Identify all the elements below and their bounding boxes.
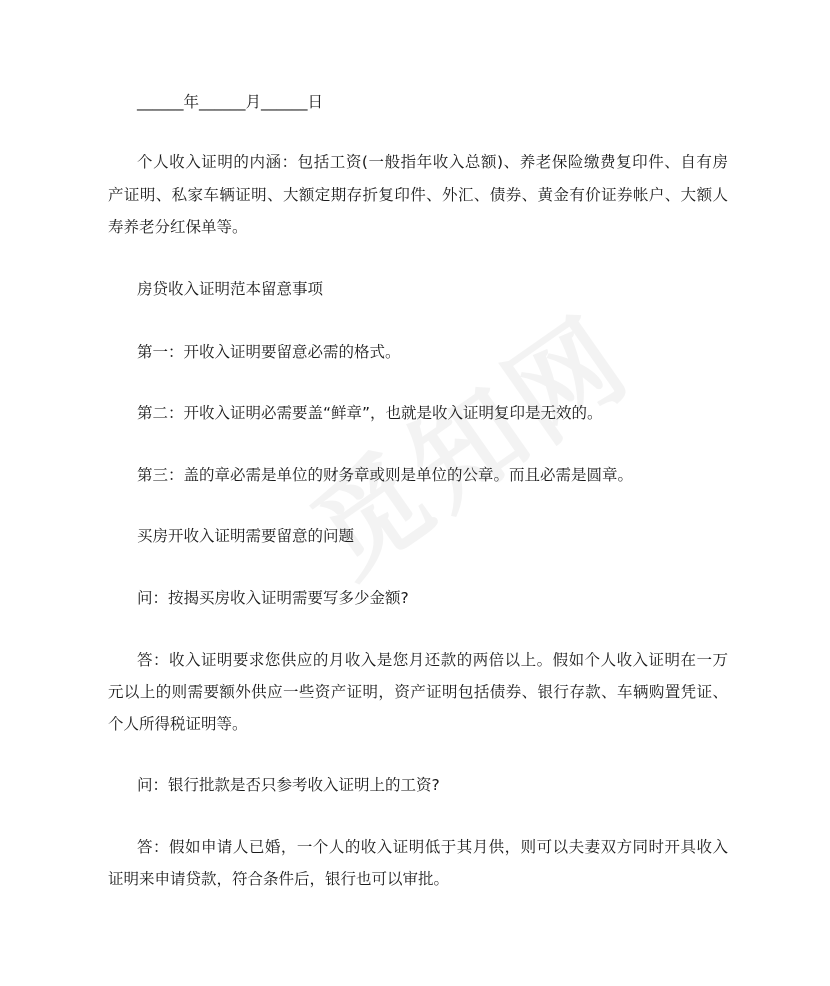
question-2: 问：银行批款是否只参考收入证明上的工资? — [137, 776, 440, 794]
note-item-3: 第三：盖的章必需是单位的财务章或则是单位的公章。而且必需是圆章。 — [137, 466, 634, 484]
note-item-2: 第二：开收入证明必需要盖“鲜章”，也就是收入证明复印是无效的。 — [137, 404, 603, 422]
content-paragraph-line-3: 寿养老分红保单等。 — [108, 218, 248, 236]
answer-2-line-1: 答：假如申请人已婚，一个人的收入证明低于其月供，则可以夫妻双方同时开具收入 — [137, 838, 728, 856]
date-line: ______年______月______日 — [137, 93, 324, 111]
content-paragraph-line-1: 个人收入证明的内涵：包括工资(一般指年收入总额)、养老保险缴费复印件、自有房 — [137, 153, 728, 171]
content-paragraph-line-2: 产证明、私家车辆证明、大额定期存折复印件、外汇、债券、黄金有价证券帐户、大额人 — [108, 186, 728, 204]
answer-2-line-2: 证明来申请贷款，符合条件后，银行也可以审批。 — [108, 870, 450, 888]
watermark — [277, 273, 658, 605]
section-heading-questions: 买房开收入证明需要留意的问题 — [137, 527, 355, 545]
answer-1-line-1: 答：收入证明要求您供应的月收入是您月还款的两倍以上。假如个人收入证明在一万 — [137, 651, 728, 669]
note-item-1: 第一：开收入证明要留意必需的格式。 — [137, 343, 401, 361]
answer-1-line-2: 元以上的则需要额外供应一些资产证明，资产证明包括债券、银行存款、车辆购置凭证、 — [108, 683, 728, 701]
section-heading-notes: 房贷收入证明范本留意事项 — [137, 280, 324, 298]
answer-1-line-3: 个人所得税证明等。 — [108, 715, 248, 733]
question-1: 问：按揭买房收入证明需要写多少金额? — [137, 589, 409, 607]
